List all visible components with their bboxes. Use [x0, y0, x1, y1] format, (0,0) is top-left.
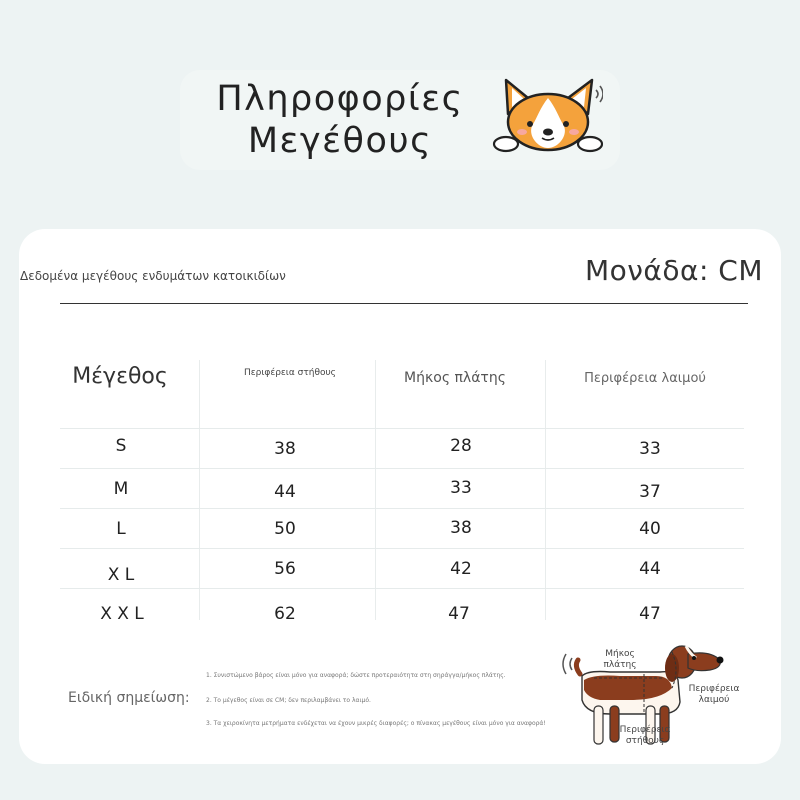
diagram-chest-label: Περιφέρεια στήθους	[619, 725, 671, 746]
cell-neck: 47	[639, 604, 661, 624]
corgi-icon	[488, 74, 603, 154]
title-line-1: Πληροφορίες	[216, 79, 464, 119]
cell-back: 38	[450, 518, 472, 538]
header-neck: Περιφέρεια λαιμού	[584, 371, 706, 386]
page-title	[210, 78, 470, 162]
cell-chest: 44	[274, 482, 296, 502]
cell-size: X X L	[100, 604, 144, 624]
cell-back: 42	[450, 559, 472, 579]
header-divider	[60, 303, 748, 304]
header-size: Μέγεθος	[72, 364, 168, 389]
row-divider	[60, 548, 744, 549]
cell-size: L	[116, 519, 126, 539]
cell-back: 47	[448, 604, 470, 624]
row-divider	[60, 428, 744, 429]
column-separator	[545, 360, 546, 620]
row-divider	[60, 588, 744, 589]
cell-chest: 56	[274, 559, 296, 579]
column-separator	[199, 360, 200, 620]
row-divider	[60, 508, 744, 509]
cell-size: S	[115, 436, 127, 456]
note-item: 1. Συνιστώμενο βάρος είναι μόνο για αναφορά; δώστε προτεραιότητα στη σηράγγα/μήκος πλάτης.	[206, 672, 506, 679]
unit-label: Μονάδα: CM	[584, 254, 763, 287]
size-data-subtitle: Δεδομένα μεγέθους ενδυμάτων κατοικιδίων	[20, 269, 286, 283]
cell-back: 33	[450, 478, 472, 498]
header-chest: Περιφέρεια στήθους	[244, 368, 336, 378]
cell-back: 28	[450, 436, 472, 456]
cell-chest: 38	[274, 439, 296, 459]
cell-neck: 37	[639, 482, 661, 502]
diagram-back-label: Μήκος πλάτης	[603, 649, 637, 670]
header-back-length: Μήκος πλάτης	[404, 370, 506, 386]
cell-neck: 44	[639, 559, 661, 579]
cell-neck: 40	[639, 519, 661, 539]
cell-size: X L	[107, 565, 135, 585]
row-divider	[60, 468, 744, 469]
cell-chest: 62	[274, 604, 296, 624]
column-separator	[375, 360, 376, 620]
note-item: 3. Τα χειροκίνητα μετρήματα ενδέχεται να έχουν μικρές διαφορές; ο πίνακας μεγέθους είναι μόνο για αναφορά!	[206, 720, 546, 727]
note-item: 2. Το μέγεθος είναι σε CM; δεν περιλαμβάνει το λαιμό.	[206, 697, 371, 704]
special-note-label: Ειδική σημείωση:	[68, 690, 190, 706]
cell-size: M	[113, 479, 129, 499]
cell-neck: 33	[639, 439, 661, 459]
title-line-2: Μεγέθους	[247, 121, 433, 161]
diagram-neck-label: Περιφέρεια λαιμού	[688, 684, 740, 705]
cell-chest: 50	[274, 519, 296, 539]
